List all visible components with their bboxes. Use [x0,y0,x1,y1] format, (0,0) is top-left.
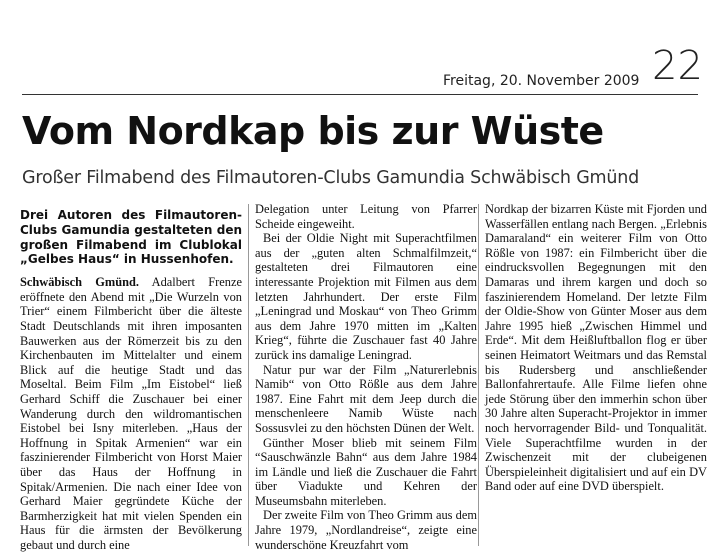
body-paragraph: Nordkap der bizarren Küste mit Fjorden und Wasserfällen entlang nach Bergen. „Erlebnis Damaraland“ ein weiterer Film von Otto Rößle von 1987: ein Filmbericht über die eindrucksvollen Begegnungen mit den Damaras und ihrem kargen und doch so faszinierendem Homeland. Der letzte Film der Oldie-Show von Günter Moser aus dem Jahre 1995 hieß „Zwischen Himmel und Erde“. Mit dem Heißluftballon flog er über seinen Heimatort Weitmars und das Remstal bis Rudersberg und anschließender Ballonfahrertaufe. Alle Filme liefen ohne jede Störung über den immerhin schon über 30 Jahre alten Superacht-Projektor in immer noch hervorragender Bild- und Tonqualität. Viele Superachtfilme wurden in der Zwischenzeit mit der clubeigenen Überspieleinheit digitalisiert und auf ein DV Band oder auf eine DVD überspielt. [485,202,707,494]
column-divider [248,204,249,546]
article-column-2 [255,202,477,552]
column-divider [478,204,479,546]
body-paragraph: Der zweite Film von Theo Grimm aus dem Jahre 1979, „Nordlandreise“, zeigte eine wunderschöne Kreuzfahrt vom [255,508,477,552]
article-headline: Vom Nordkap bis zur Wüste [22,109,604,153]
article-column-3 [485,202,707,494]
body-paragraph: Günther Moser blieb mit seinem Film “Sauschwänzle Bahn“ aus dem Jahre 1984 im Ländle und ließ die Zuschauer die Fahrt über Viadukte und Kehren der Museumsbahn miterleben. [255,435,477,508]
body-paragraph: Bei der Oldie Night mit Superachtfilmen aus der „guten alten Schmalfilmzeit,“ gestalteten drei Filmautoren eine interessante Projektion mit Filmen aus dem letzten Jahrhundert. Der erste Film „Leningrad und Moskau“ von Theo Grimm aus dem Jahre 1970 mitten im „Kalten Krieg“, führte die Zuschauer fast 40 Jahre zurück ins damalige Leningrad. [255,231,477,362]
header-rule [22,94,698,95]
article-column-1 [20,208,242,552]
page-number: 22 [652,43,703,89]
body-text: Adalbert Frenze eröffnete den Abend mit „Die Wurzeln von Trier“ einem Filmbericht über die älteste Stadt Deutschlands mit ihren imposanten Bauwerken aus der Römerzeit bis zu den Kirchenbauten im Mittelalter und einem Blick auf die heutige Stadt und das Moseltal. Beim Film „Im Eistobel“ ließ Gerhard Schiff die Zuschauer bei einer Wanderung durch den wildromantischen Eistobel bei Isny miterleben. „Haus der Hoffnung in Spitak Armenien“ war ein faszinierender Filmbericht von Horst Maier über das Haus der Hoffnung in Spitak/Armenien. Die nach einer Idee von Gerhard Maier gegründete Küche der Barmherzigkeit hat mit vielen Spenden ein Haus für die ärmsten der Bevölkerung gebaut und durch eine [20,275,242,552]
article-subheadline: Großer Filmabend des Filmautoren-Clubs Gamundia Schwäbisch Gmünd [22,168,640,188]
body-paragraph: Natur pur war der Film „Naturerlebnis Namib“ von Otto Rößle aus dem Jahre 1987. Eine Fahrt mit dem Jeep durch die menschenleere Namib Wüste nach Sossusvlei zu den höchsten Dünen der Welt. [255,362,477,435]
dateline: Schwäbisch Gmünd. [20,275,139,290]
article-lead: Drei Autoren des Filmautoren-Clubs Gamundia gestalteten den großen Filmabend im Clublokal „Gelbes Haus“ in Hussenhofen. [20,208,242,267]
issue-date: Freitag, 20. November 2009 [443,73,640,89]
body-paragraph: Delegation unter Leitung von Pfarrer Scheide eingeweiht. [255,202,477,231]
